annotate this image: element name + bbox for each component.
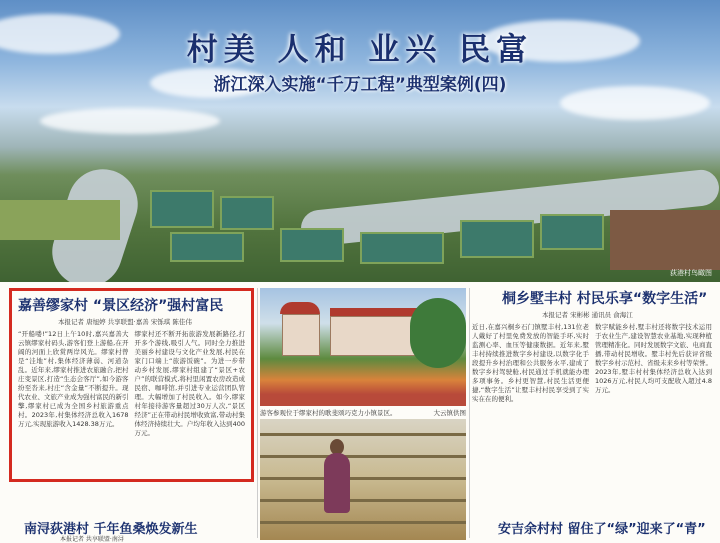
left-article-col1: “开船喽!”12日上午10时,嘉兴嘉善大云镇缪家村码头,游客们登上游船,在开阔的河面上欣赏两岸风光。缪家村曾是“洼地”村,集体经济薄弱、河道杂乱。近年来,缪家村推进农旅融合,把村庄变景区,打造“生态会客厅”,如今游客纷至沓来,村庄“含金量”不断提升。现代农业、文旅产业成为强村富民的新引擎,缪家村已成为全国乡村旅游重点村。2023年,村集体经济总收入1678万元,实现旅游收入1428.38万元。 [18, 330, 129, 428]
chocolate-town-photo [260, 288, 466, 406]
bottom-left-byline: 本报记者 共享联盟·南浔 [60, 536, 124, 543]
right-article [472, 288, 712, 404]
column-divider [257, 288, 258, 538]
left-article-title: 嘉善缪家村 “景区经济”强村富民 [18, 298, 224, 314]
column-divider [469, 288, 470, 538]
photo-caption-1: 游客参观位于缪家村的歌斐颂巧克力小镇景区。 大云镇供图 [260, 409, 466, 417]
page-subheadline: 浙江深入实施“千万工程”典型案例(四) [213, 75, 507, 95]
left-article-byline: 本报记者 唐旭婷 共享联盟·嘉善 宋铄琪 陈佳伟 [58, 318, 192, 326]
photo-credit: 荻港村鸟瞰图 [670, 269, 712, 277]
right-article-col1: 近日,在嘉兴桐乡石门镇墅丰村,131位老人戴好了村里免费发放的智能手环,实时监测心率、血压等健康数据。近年来,墅丰村持续推进数字乡村建设,以数字化手段提升乡村治理和公共服务水平,建成了数字乡村驾驶舱,村民通过手机就能办理多项事务。乡村更智慧,村民生活更便捷,“数字生活”让墅丰村村民享受到了实实在在的便利。 [472, 323, 589, 403]
left-article [9, 288, 254, 482]
right-article-byline: 本报记者 宋彬彬 通讯员 俞海江 [542, 311, 633, 319]
left-article-col2: 缪家村还不断开拓旅游发展新路径,打开多个游线,吸引人气。同时全力推进美丽乡村建设与文化产业发展,村民在家门口端上“旅游饭碗”。为进一步带动乡村发展,缪家村组建了“景区+农户”的联营模式,将村里闲置农房改造成民宿、咖啡馆,并引进专业运营团队管理。大幅增加了村民收入。如今,缪家村年接待游客量超过30万人次,“景区经济”正在带动村民增收致富,带动村集体经济持续壮大。户均年收入达到400万元。 [134, 330, 245, 437]
farmer-photo [260, 419, 466, 540]
photo-column [260, 288, 466, 540]
bottom-left-title: 南浔荻港村 千年鱼桑焕发新生 [24, 522, 198, 537]
right-article-col2: 数字赋能乡村,墅丰村还将数字技术运用于农业生产,建设智慧农业基地,实现种植管理精准化。同时发展数字文旅、电商直播,带动村民增收。墅丰村先后获评省级数字乡村示范村、省级未来乡村等荣誉。2023年,墅丰村村集体经济总收入达到1026万元,村民人均可支配收入超过4.8万元。 [595, 323, 712, 394]
right-article-title: 桐乡墅丰村 村民乐享“数字生活” [502, 291, 708, 307]
page-headline: 村美 人和 业兴 民富 [186, 32, 534, 68]
bottom-right-title: 安吉余村村 留住了“绿”迎来了“青” [498, 522, 706, 537]
